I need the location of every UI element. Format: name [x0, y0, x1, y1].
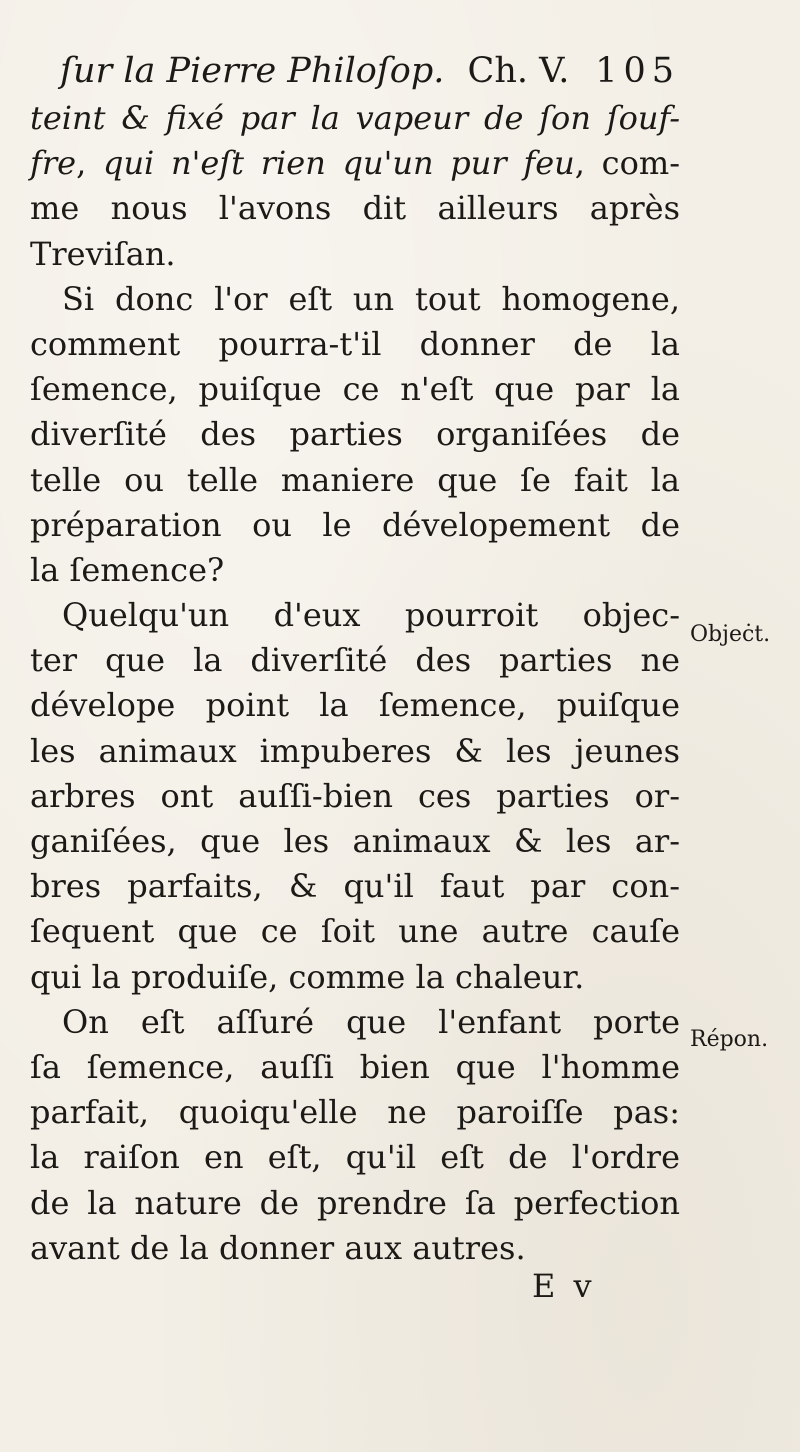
text-line	[30, 864, 680, 909]
text-segment: avant de la donner aux autres.	[30, 1228, 526, 1267]
text-segment: diverſité des parties organiſées de	[30, 415, 680, 454]
margin-note-objection: Objeċt.	[690, 622, 771, 647]
text-segment: me nous l'avons dit ailleurs après	[30, 189, 680, 228]
text-segment: qui la produiſe, comme la chaleur.	[30, 957, 585, 996]
text-line	[30, 141, 680, 186]
running-header	[60, 46, 680, 96]
text-line	[30, 322, 680, 367]
text-segment: la ſemence?	[30, 550, 225, 589]
text-segment: dévelope point la ſemence, puiſque	[30, 686, 680, 725]
text-line	[30, 1000, 680, 1045]
text-segment: comment pourra-t'il donner de la	[30, 324, 680, 363]
page-number: 105	[595, 51, 680, 91]
text-line	[30, 909, 680, 954]
body-text	[30, 96, 680, 1271]
text-segment: ſemence, puiſque ce n'eſt que par la	[30, 370, 680, 409]
text-segment: On eſt aſſuré que l'enfant porte	[62, 1002, 680, 1041]
text-line	[30, 1045, 680, 1090]
text-segment: teint & fixé par la vapeur de ſon ſouf-	[30, 99, 680, 137]
text-line	[30, 277, 680, 322]
text-line	[30, 955, 680, 1000]
text-segment: Quelqu'un d'eux pourroit objec-	[62, 596, 680, 635]
text-line	[30, 1135, 680, 1180]
text-line	[30, 548, 680, 593]
text-line	[30, 774, 680, 819]
text-line	[30, 593, 680, 638]
text-segment: de la nature de prendre ſa perfection	[30, 1183, 680, 1222]
margin-note-reponse: Répon.	[690, 1027, 769, 1052]
text-line	[30, 186, 680, 231]
catchword: E v	[532, 1267, 596, 1305]
running-title: ſur la Pierre Philoſop.	[60, 51, 445, 91]
text-line	[30, 683, 680, 728]
text-segment: arbres ont auſſi-bien ces parties or-	[30, 776, 680, 815]
text-line	[30, 458, 680, 503]
text-line	[30, 819, 680, 864]
text-segment: ſa ſemence, auſſi bien que l'homme	[30, 1047, 680, 1086]
text-segment: ,	[76, 144, 103, 183]
text-segment: bres parfaits, & qu'il faut par con-	[30, 867, 680, 906]
text-segment: parfait, quoiqu'elle ne paroiſſe pas:	[30, 1093, 680, 1132]
text-segment: , com-	[574, 144, 681, 183]
text-segment: ter que la diverſité des parties ne	[30, 641, 680, 680]
text-line	[30, 729, 680, 774]
text-line	[30, 96, 680, 141]
text-segment: préparation ou le dévelopement de	[30, 505, 680, 544]
text-line	[30, 232, 680, 277]
text-segment: fre	[30, 144, 77, 183]
text-segment: les animaux impuberes & les jeunes	[30, 731, 680, 770]
text-line	[30, 367, 680, 412]
chapter-label: Ch. V.	[467, 51, 570, 91]
text-segment: telle ou telle maniere que ſe fait la	[30, 460, 680, 499]
text-segment: Si donc l'or eſt un tout homogene,	[62, 279, 680, 318]
text-segment: ſequent que ce ſoit une autre cauſe	[30, 912, 680, 951]
text-line	[30, 1181, 680, 1226]
text-line	[30, 1090, 680, 1135]
text-segment: la raiſon en eſt, qu'il eſt de l'ordre	[30, 1138, 680, 1177]
text-line	[30, 638, 680, 683]
text-segment: Treviſan.	[30, 234, 176, 273]
text-line	[30, 503, 680, 548]
text-segment: qui n'eſt rien qu'un pur feu	[102, 144, 575, 183]
text-line	[30, 412, 680, 457]
text-segment: ganiſées, que les animaux & les ar-	[30, 822, 680, 860]
